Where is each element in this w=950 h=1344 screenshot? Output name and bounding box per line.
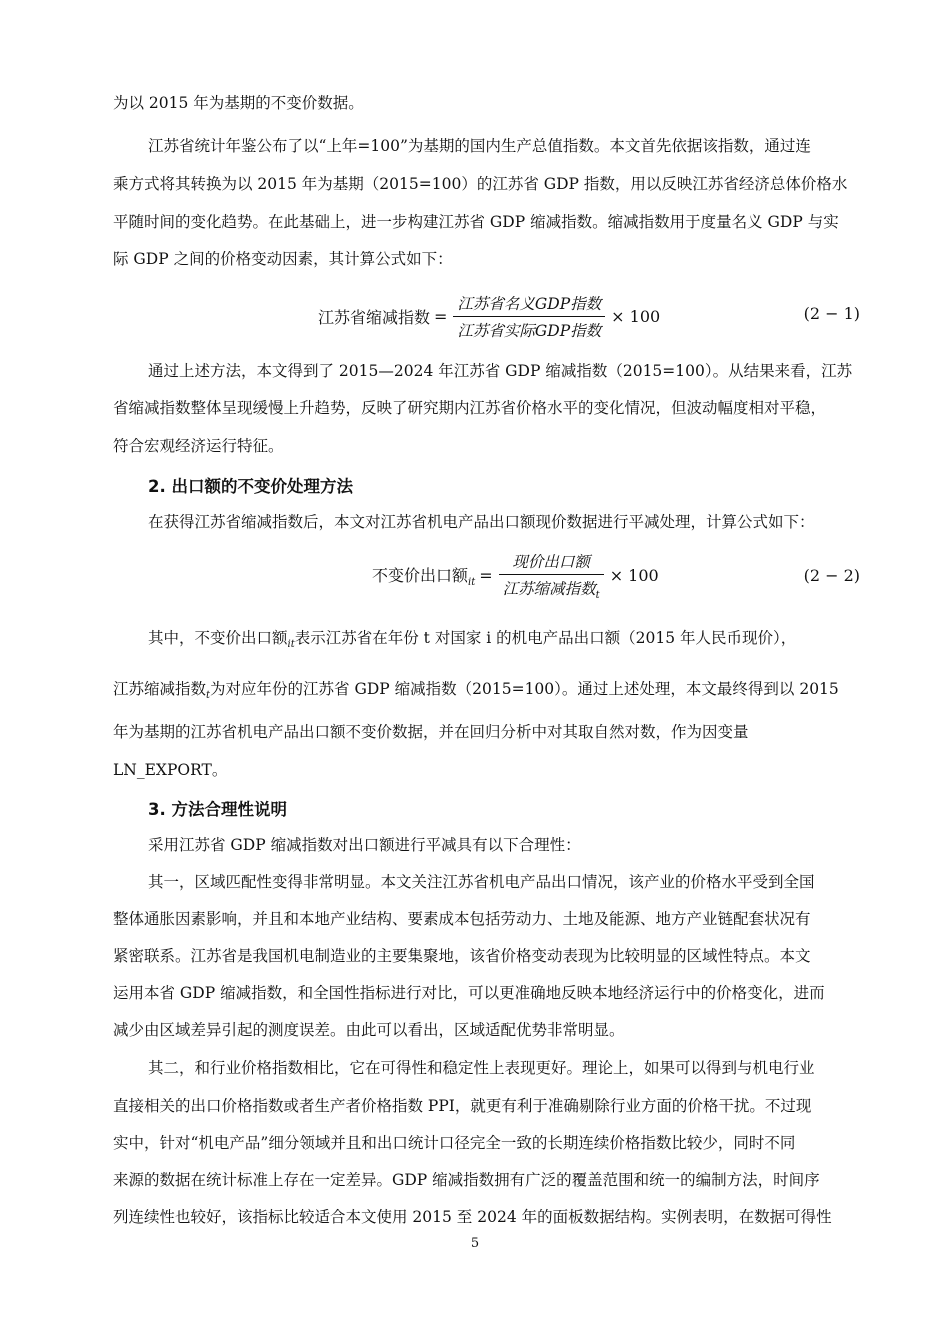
section-heading: 3. 方法合理性说明: [148, 800, 287, 819]
formula-multiplier: × 100: [609, 566, 659, 585]
text-line: 直接相关的出口价格指数或者生产者价格指数 PPI，就更有利于准确剔除行业方面的价格干扰。不过现: [113, 1097, 812, 1115]
text-line: 实中，针对“机电产品”细分领域并且和出口统计口径完全一致的长期连续价格指数比较少，同时不同: [113, 1134, 796, 1152]
text-line: 采用江苏省 GDP 缩减指数对出口额进行平减具有以下合理性：: [148, 836, 581, 854]
text-line: 其一，区域匹配性变得非常明显。本文关注江苏省机电产品出口情况，该产业的价格水平受到全国: [148, 873, 815, 891]
text-line: 江苏缩减指数$_t$为对应年份的江苏省 GDP 缩减指数（2015=100）。通过上述处理，本文最终得到以 2015: [113, 680, 839, 701]
text-line: 乘方式将其转换为以 2015 年为基期（2015=100）的江苏省 GDP 指数，用以反映江苏省经济总体价格水: [113, 175, 848, 193]
formula-lhs: 江苏省缩减指数: [318, 308, 431, 327]
text-line: 减少由区域差异引起的测度误差。由此可以看出，区域适配优势非常明显。: [113, 1021, 625, 1039]
text-line: 其二，和行业价格指数相比，它在可得性和稳定性上表现更好。理论上，如果可以得到与机电行业: [148, 1059, 815, 1077]
formula-denominator: 江苏省实际GDP指数: [457, 322, 602, 340]
text-line: 符合宏观经济运行特征。: [113, 437, 284, 455]
formula-equals: =: [479, 566, 493, 585]
text-line: 运用本省 GDP 缩减指数，和全国性指标进行对比，可以更准确地反映本地经济运行中的价格变化，进而: [113, 984, 825, 1002]
equation-number: (2 − 1): [803, 304, 860, 323]
formula-constant-export: [372, 550, 659, 601]
text-line: 整体通胀因素影响，并且和本地产业结构、要素成本包括劳动力、土地及能源、地方产业链配套状况有: [113, 910, 811, 928]
text-line: 省缩减指数整体呈现缓慢上升趋势，反映了研究期内江苏省价格水平的变化情况，但波动幅度相对平稳，: [113, 399, 827, 417]
text-line: 为以 2015 年为基期的不变价数据。: [113, 94, 364, 112]
formula-multiplier: × 100: [611, 307, 661, 326]
text-line: 平随时间的变化趋势。在此基础上，进一步构建江苏省 GDP 缩减指数。缩减指数用于度量名义 GDP 与实: [113, 213, 839, 231]
text-line: LN_EXPORT。: [113, 761, 228, 779]
formula-numerator: 现价出口额: [512, 553, 590, 571]
text-line: 际 GDP 之间的价格变动因素，其计算公式如下：: [113, 250, 453, 268]
text-line: 紧密联系。江苏省是我国机电制造业的主要集聚地，该省价格变动表现为比较明显的区域性特点。本文: [113, 947, 811, 965]
formula-deflator: [318, 292, 660, 341]
text-line: 江苏省统计年鉴公布了以“上年=100”为基期的国内生产总值指数。本文首先依据该指数，通过连: [148, 137, 811, 155]
formula-numerator: 江苏省名义GDP指数: [457, 295, 602, 313]
text-line: 其中，不变价出口额$_{it}$表示江苏省在年份 t 对国家 i 的机电产品出口额（2015 年人民币现价），: [148, 629, 797, 650]
section-heading: 2. 出口额的不变价处理方法: [148, 477, 353, 496]
text-line: 通过上述方法，本文得到了 2015—2024 年江苏省 GDP 缩减指数（2015=100）。从结果来看，江苏: [148, 362, 853, 380]
text-line: 来源的数据在统计标准上存在一定差异。GDP 缩减指数拥有广泛的覆盖范围和统一的编制方法，时间序: [113, 1171, 820, 1189]
formula-fraction: [453, 292, 605, 341]
text-line: 在获得江苏省缩减指数后，本文对江苏省机电产品出口额现价数据进行平减处理，计算公式如下：: [148, 513, 815, 531]
page-number: 5: [470, 1236, 480, 1251]
formula-denominator: 江苏缩减指数$_t$: [502, 580, 600, 601]
formula-lhs: 不变价出口额$_{it}$: [372, 566, 476, 588]
formula-fraction: [499, 550, 604, 601]
formula-equals: =: [434, 307, 448, 326]
text-line: 年为基期的江苏省机电产品出口额不变价数据，并在回归分析中对其取自然对数，作为因变量: [113, 723, 749, 741]
equation-number: (2 − 2): [803, 566, 860, 585]
text-line: 列连续性也较好，该指标比较适合本文使用 2015 至 2024 年的面板数据结构。实例表明，在数据可得性: [113, 1208, 832, 1226]
